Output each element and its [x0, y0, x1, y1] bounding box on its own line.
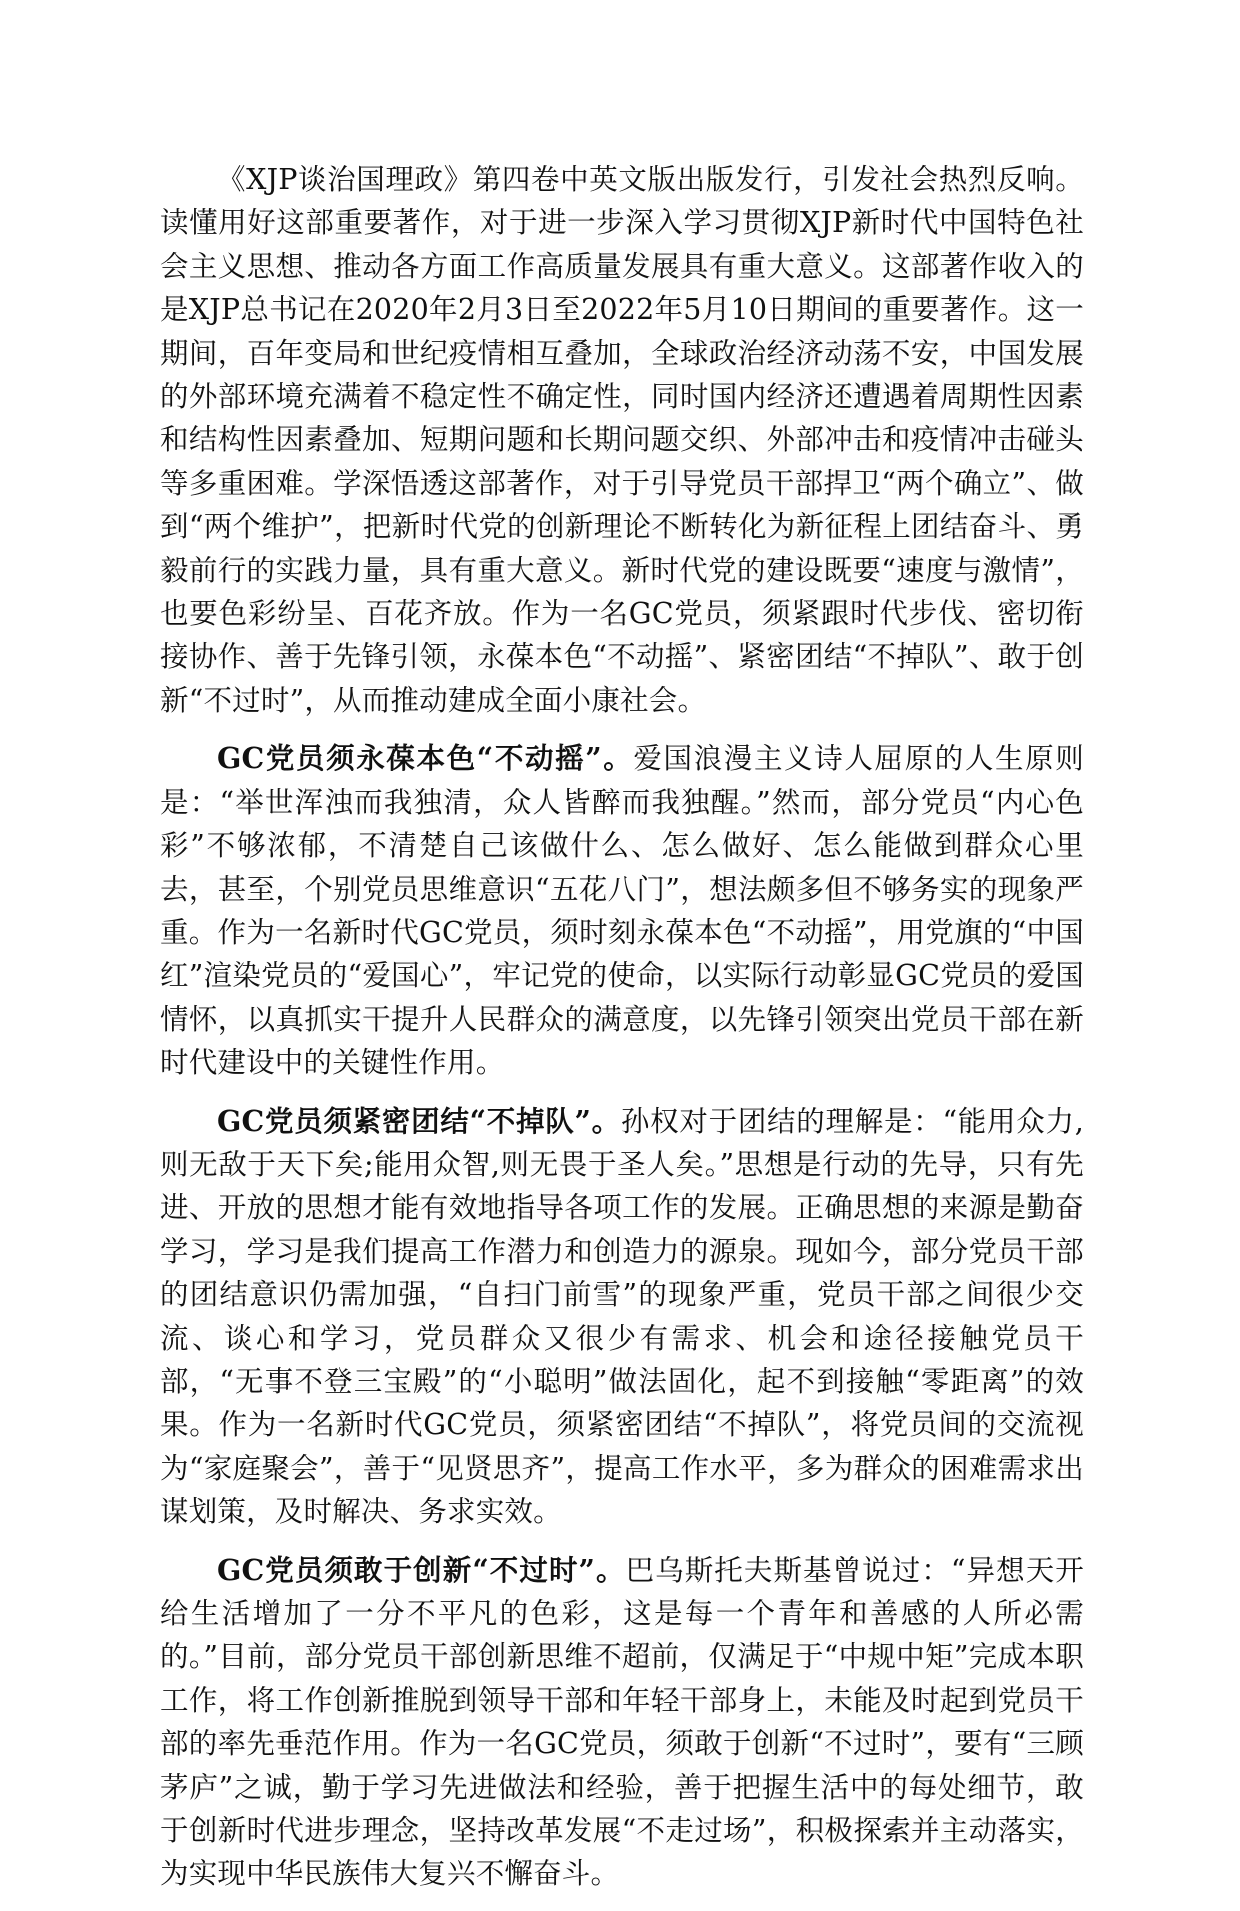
section-heading-innovation: GC党员须敢于创新“不过时”。 — [217, 1552, 626, 1587]
section-paragraph-innovation — [160, 1549, 1084, 1896]
section-heading-steadfast: GC党员须永葆本色“不动摇”。 — [217, 741, 634, 776]
section-paragraph-steadfast — [160, 737, 1084, 1084]
section-text-innovation: 巴乌斯托夫斯基曾说过：“异想天开给生活增加了一分不平凡的色彩，这是每一个青年和善感的人所必需的。”目前，部分党员干部创新思维不超前，仅满足于“中规中矩”完成本职工作，将工作创新推脱到领导干部和年轻干部身上，未能及时起到党员干部的率先垂范作用。作为一名GC党员，须敢于创新“不过时”，要有“三顾茅庐”之诚，勤于学习先进做法和经验，善于把握生活中的每处细节，敢于创新时代进步理念，坚持改革发展“不走过场”，积极探索并主动落实，为实现中华民族伟大复兴不懈奋斗。 — [160, 1553, 1084, 1891]
section-heading-unity: GC党员须紧密团结“不掉队”。 — [217, 1103, 621, 1138]
section-text-unity: 孙权对于团结的理解是：“能用众力,则无敌于天下矣;能用众智,则无畏于圣人矣。”思想是行动的先导，只有先进、开放的思想才能有效地指导各项工作的发展。正确思想的来源是勤奋学习，学习是我们提高工作潜力和创造力的源泉。现如今，部分党员干部的团结意识仍需加强，“自扫门前雪”的现象严重，党员干部之间很少交流、谈心和学习，党员群众又很少有需求、机会和途径接触党员干部，“无事不登三宝殿”的“小聪明”做法固化，起不到接触“零距离”的效果。作为一名新时代GC党员，须紧密团结“不掉队”，将党员间的交流视为“家庭聚会”，善于“见贤思齐”，提高工作水平，多为群众的困难需求出谋划策，及时解决、务求实效。 — [160, 1104, 1085, 1529]
intro-paragraph-text: 《XJP谈治国理政》第四卷中英文版出版发行，引发社会热烈反响。读懂用好这部重要著作，对于进一步深入学习贯彻XJP新时代中国特色社会主义思想、推动各方面工作高质量发展具有重大意义。这部著作收入的是XJP总书记在2020年2月3日至2022年5月10日期间的重要著作。这一期间，百年变局和世纪疫情相互叠加，全球政治经济动荡不安，中国发展的外部环境充满着不稳定性不确定性，同时国内经济还遭遇着周期性因素和结构性因素叠加、短期问题和长期问题交织、外部冲击和疫情冲击碰头等多重困难。学深悟透这部著作，对于引导党员干部捍卫“两个确立”、做到“两个维护”，把新时代党的创新理论不断转化为新征程上团结奋斗、勇毅前行的实践力量，具有重大意义。新时代党的建设既要“速度与激情”，也要色彩纷呈、百花齐放。作为一名GC党员，须紧跟时代步伐、密切衔接协作、善于先锋引领，永葆本色“不动摇”、紧密团结“不掉队”、敢于创新“不过时”，从而推动建成全面小康社会。 — [160, 163, 1084, 717]
intro-paragraph — [160, 158, 1084, 722]
document-body — [160, 158, 1084, 1911]
section-paragraph-unity — [160, 1100, 1084, 1534]
section-text-steadfast: 爱国浪漫主义诗人屈原的人生原则是：“举世浑浊而我独清，众人皆醉而我独醒。”然而，部分党员“内心色彩”不够浓郁，不清楚自己该做什么、怎么做好、怎么能做到群众心里去，甚至，个别党员思维意识“五花八门”，想法颇多但不够务实的现象严重。作为一名新时代GC党员，须时刻永葆本色“不动摇”，用党旗的“中国红”渲染党员的“爱国心”，牢记党的使命，以实际行动彰显GC党员的爱国情怀，以真抓实干提升人民群众的满意度，以先锋引领突出党员干部在新时代建设中的关键性作用。 — [160, 742, 1084, 1080]
